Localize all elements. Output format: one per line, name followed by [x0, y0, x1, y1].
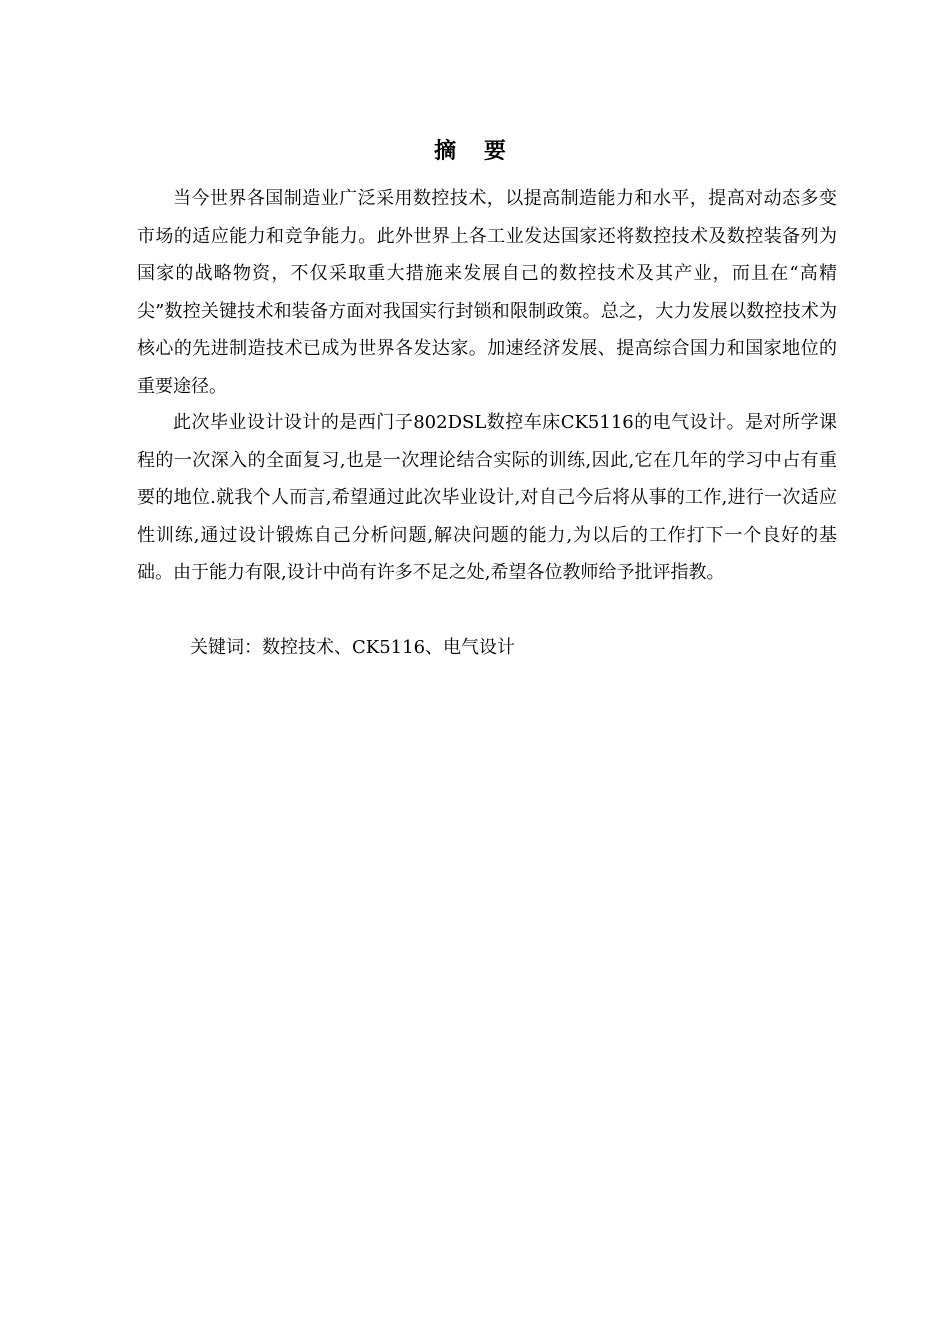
keywords-line: 关键词：数控技术、CK5116、电气设计	[190, 637, 516, 658]
abstract-title: 摘 要	[434, 138, 516, 164]
abstract-paragraph-2: 此次毕业设计设计的是西门子802DSL数控车床CK5116的电气设计。是对所学课程的一次深入的全面复习,也是一次理论结合实际的训练,因此,它在几年的学习中占有重要的地位.就我个人而言,希望通过此次毕业设计,对自己今后将从事的工作,进行一次适应性训练,通过设计锻炼自己分析问题,解决问题的能力,为以后的工作打下一个良好的基础。由于能力有限,设计中尚有许多不足之处,希望各位教师给予批评指教。	[137, 412, 837, 583]
abstract-paragraph-1: 当今世界各国制造业广泛采用数控技术，以提高制造能力和水平，提高对动态多变市场的适应能力和竞争能力。此外世界上各工业发达国家还将数控技术及数控装备列为国家的战略物资，不仅采取重大措施来发展自己的数控技术及其产业，而且在“高精尖”数控关键技术和装备方面对我国实行封锁和限制政策。总之，大力发展以数控技术为核心的先进制造技术已成为世界各发达家。加速经济发展、提高综合国力和国家地位的重要途径。	[137, 188, 837, 397]
